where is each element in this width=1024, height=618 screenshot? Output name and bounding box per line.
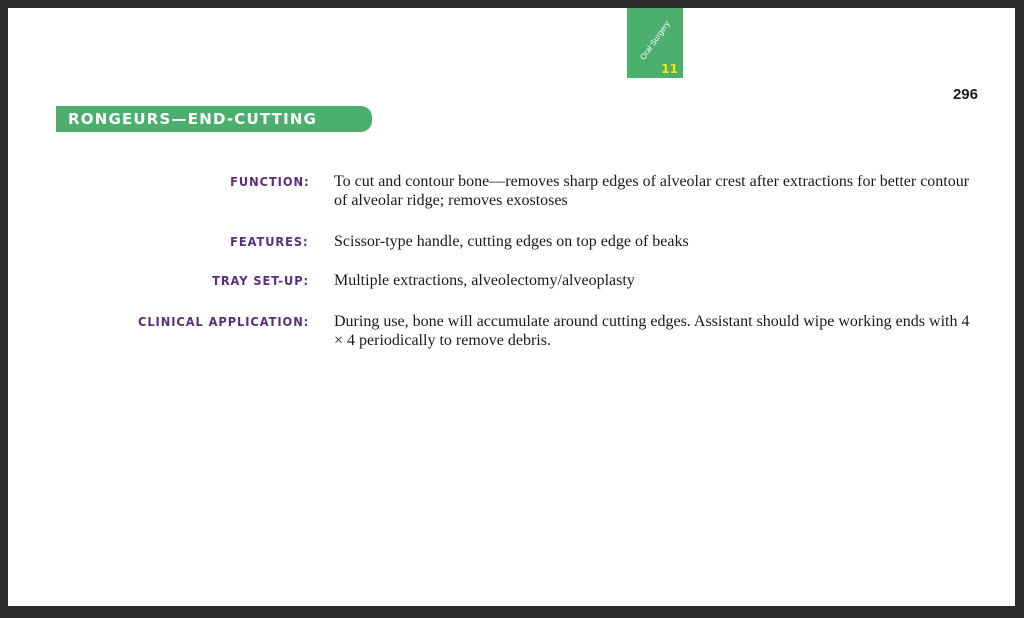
- entry-text: Multiple extractions, alveolectomy/alveoplasty: [334, 272, 635, 289]
- chapter-section-name: Oral Surgery: [638, 19, 672, 62]
- entry-label: FEATURES:: [230, 235, 309, 249]
- entry-label: FUNCTION:: [229, 175, 309, 189]
- chapter-number: 11: [661, 62, 678, 76]
- chapter-tab: [627, 8, 683, 78]
- entry-text: Scissor-type handle, cutting edges on top edge of beaks: [334, 233, 689, 250]
- page-title: RONGEURS—END-CUTTING: [68, 110, 318, 128]
- page-title-banner: [56, 106, 372, 132]
- page-number: 296: [952, 86, 978, 103]
- entry-label: TRAY SET-UP:: [212, 274, 309, 288]
- entry-text: During use, bone will accumulate around cutting edges. Assistant should wipe working ends with 4 × 4 periodically to remove debris.: [334, 313, 970, 349]
- entry-label: CLINICAL APPLICATION:: [137, 315, 309, 329]
- entry-text: To cut and contour bone—removes sharp edges of alveolar crest after extractions for better contour of alveolar ridge; removes exostoses: [334, 173, 970, 209]
- document-page: [8, 8, 1015, 606]
